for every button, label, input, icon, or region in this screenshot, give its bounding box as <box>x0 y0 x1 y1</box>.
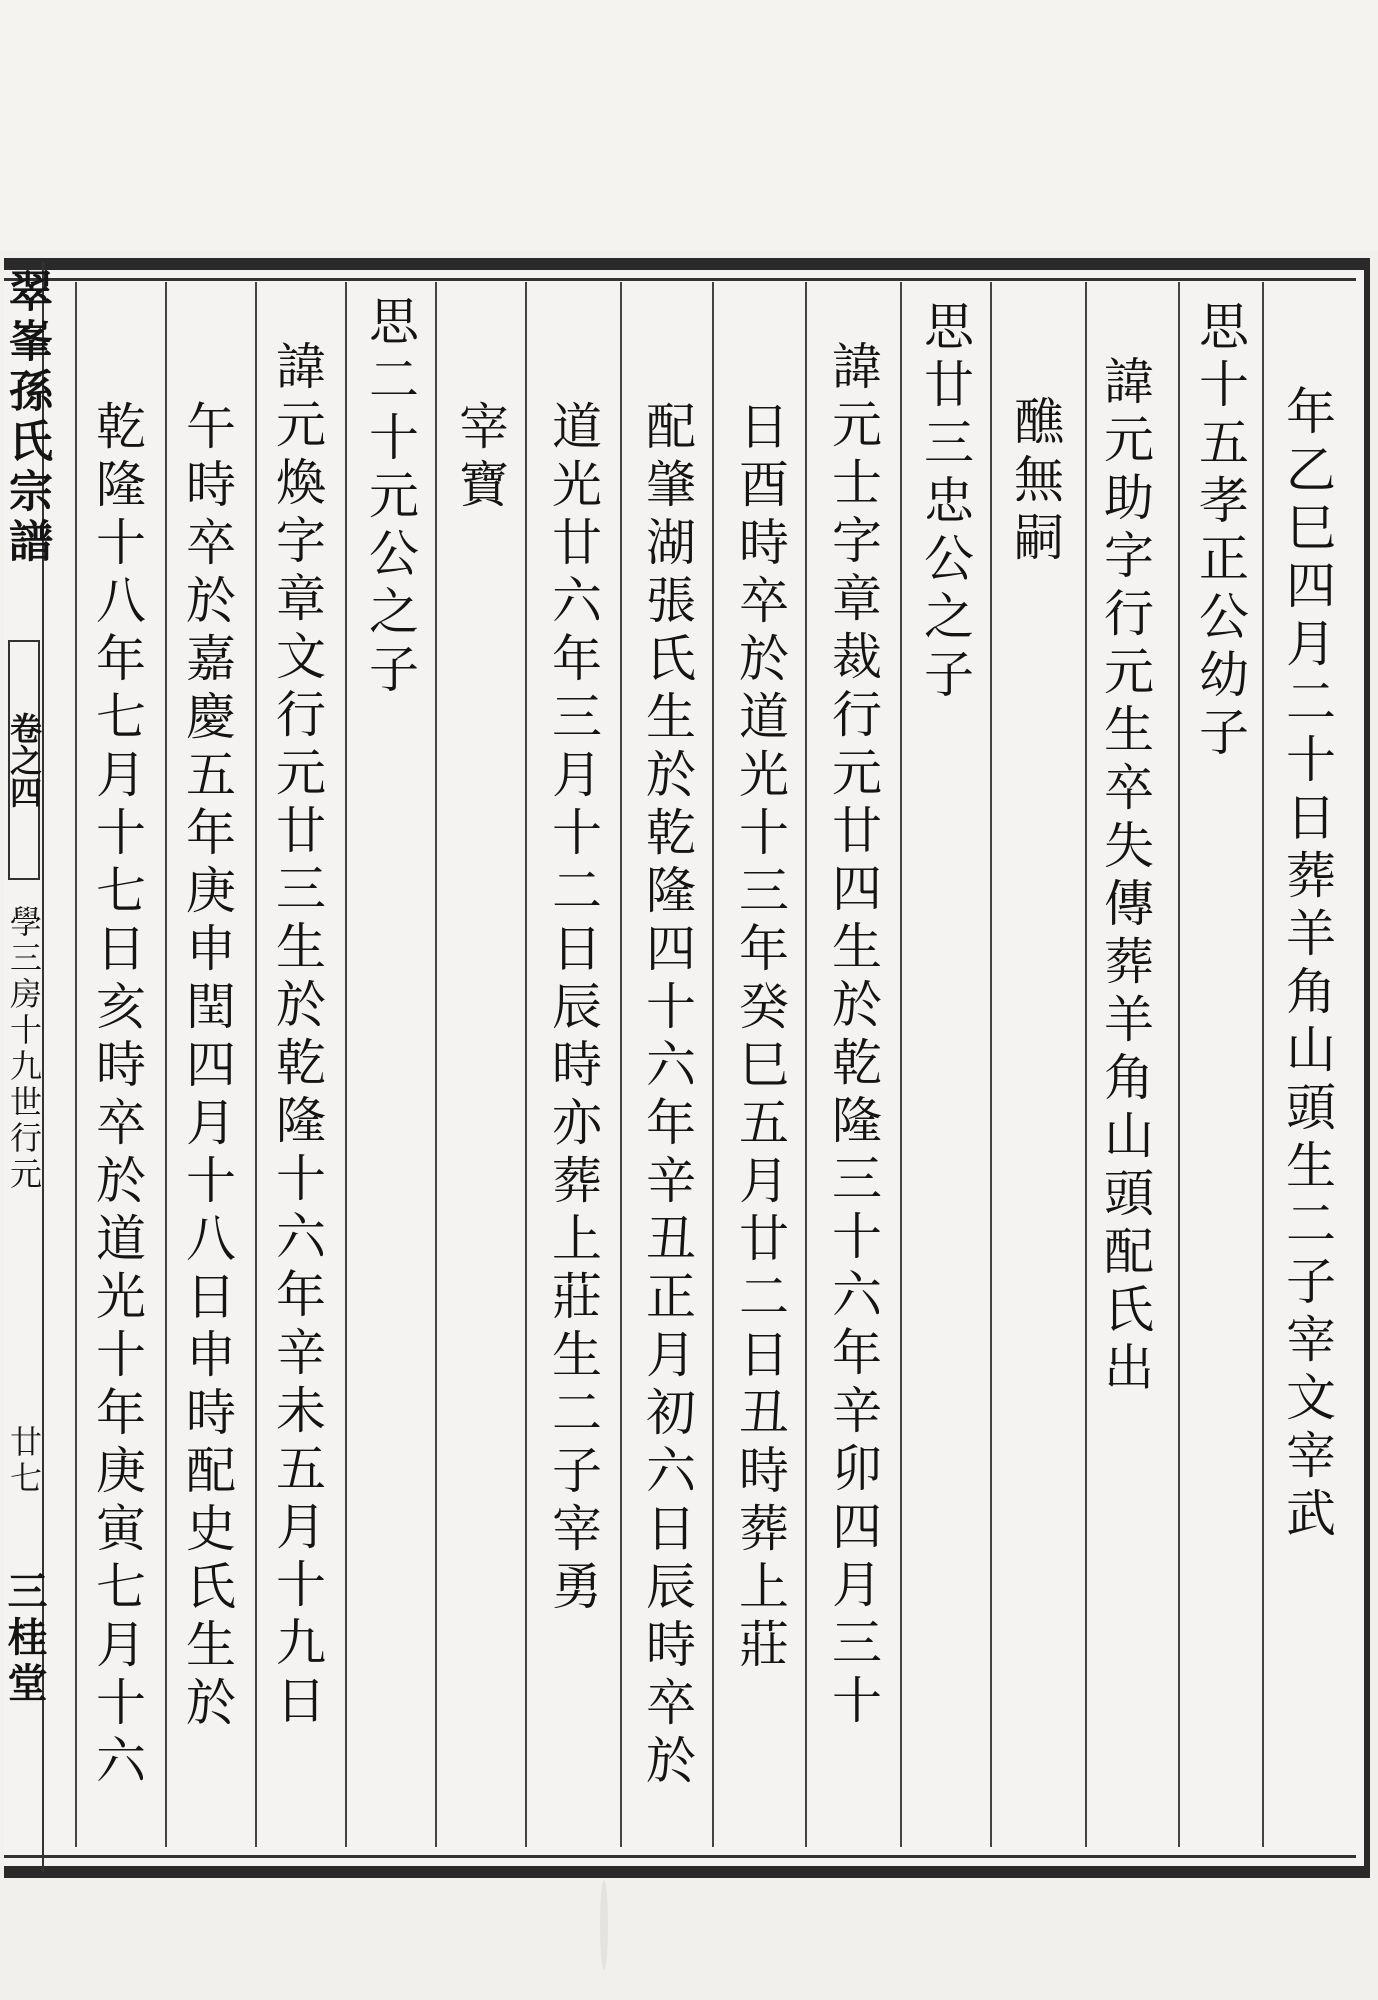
column-text: 日酉時卒於道光十三年癸巳五月廿二日丑時葬上莊 <box>731 400 789 1676</box>
column-text: 乾隆十八年七月十七日亥時卒於道光十年庚寅七月十六 <box>88 400 146 1792</box>
column-text: 思十五孝正公幼子 <box>1191 300 1249 764</box>
column-text: 道光廿六年三月十二日辰時 <box>544 400 602 1096</box>
column-rule <box>345 282 347 1847</box>
column-text: 氏出 <box>1096 1283 1154 1399</box>
column-text: 生於乾隆三十六年辛卯四月三十 <box>824 920 882 1732</box>
column-text: 宰寶 <box>451 400 509 516</box>
column-text: 配史氏生於 <box>178 1444 236 1734</box>
column-text: 生二子 <box>544 1328 602 1502</box>
column-text: 醮無嗣 <box>1006 395 1064 569</box>
text-column-6 <box>824 340 882 1732</box>
column-rule <box>255 282 257 1847</box>
paper-mark <box>600 1880 608 1970</box>
column-text: 生卒失傳葬羊角山頭 <box>1096 703 1154 1225</box>
text-column-1 <box>1278 385 1336 1545</box>
column-text: 行元 <box>1096 587 1154 703</box>
top-blank-margin <box>0 0 1378 250</box>
text-column-10 <box>451 400 509 516</box>
column-text: 年乙巳四月二十日葬羊角山頭 <box>1278 385 1336 1139</box>
column-rule <box>900 282 902 1847</box>
column-text: 諱元助字 <box>1096 355 1154 587</box>
text-column-9 <box>544 400 602 1618</box>
column-text: 亦葬上莊 <box>544 1096 602 1328</box>
column-rule <box>525 282 527 1847</box>
text-column-12 <box>268 340 326 1732</box>
column-text: 午時卒於嘉慶五年庚申閏四月十八日申時 <box>178 400 236 1444</box>
spine-page-number: 廿七 <box>5 1425 43 1497</box>
column-text: 宰文 <box>1278 1313 1336 1429</box>
column-rule <box>1085 282 1087 1847</box>
column-text: 諱元煥字章文行元廿三 <box>268 340 326 920</box>
column-text: 思二十元公之子 <box>361 295 419 701</box>
text-column-2 <box>1191 300 1249 764</box>
spine-volume: 卷之四 <box>8 640 40 880</box>
text-column-3 <box>1096 355 1154 1399</box>
frame-rule-bottom <box>4 1855 1356 1858</box>
column-text: 配肇湖張氏生於乾隆四十六年辛丑正月初六日辰時卒於 <box>638 400 696 1792</box>
column-text: 諱元士字章裁行元廿四 <box>824 340 882 920</box>
column-text: 生於乾隆十六年辛未五月十九日 <box>268 920 326 1732</box>
column-rule <box>990 282 992 1847</box>
column-rule <box>435 282 437 1847</box>
column-rule <box>620 282 622 1847</box>
frame-rule-top <box>4 278 1356 281</box>
column-rule <box>1262 282 1264 1847</box>
column-text: 配 <box>1096 1225 1154 1283</box>
column-rule <box>805 282 807 1847</box>
text-column-14 <box>88 400 146 1792</box>
column-rule <box>712 282 714 1847</box>
column-rule <box>75 282 77 1847</box>
spine-section: 學三房十九世行元 <box>5 905 43 1193</box>
column-text: 宰武 <box>1278 1429 1336 1545</box>
text-column-8 <box>638 400 696 1792</box>
text-column-7 <box>731 400 789 1676</box>
text-column-5 <box>916 300 974 706</box>
text-column-4 <box>1006 395 1064 569</box>
column-text: 思廿三忠公之子 <box>916 300 974 706</box>
column-rule <box>1178 282 1180 1847</box>
spine-hall-name: 三桂堂 <box>1 1570 48 1708</box>
text-column-13 <box>178 400 236 1734</box>
column-text: 宰勇 <box>544 1502 602 1618</box>
text-column-11 <box>361 295 419 701</box>
column-rule <box>165 282 167 1847</box>
spine-title: 翠峯孫氏宗譜 <box>1 268 52 568</box>
column-text: 生二子 <box>1278 1139 1336 1313</box>
